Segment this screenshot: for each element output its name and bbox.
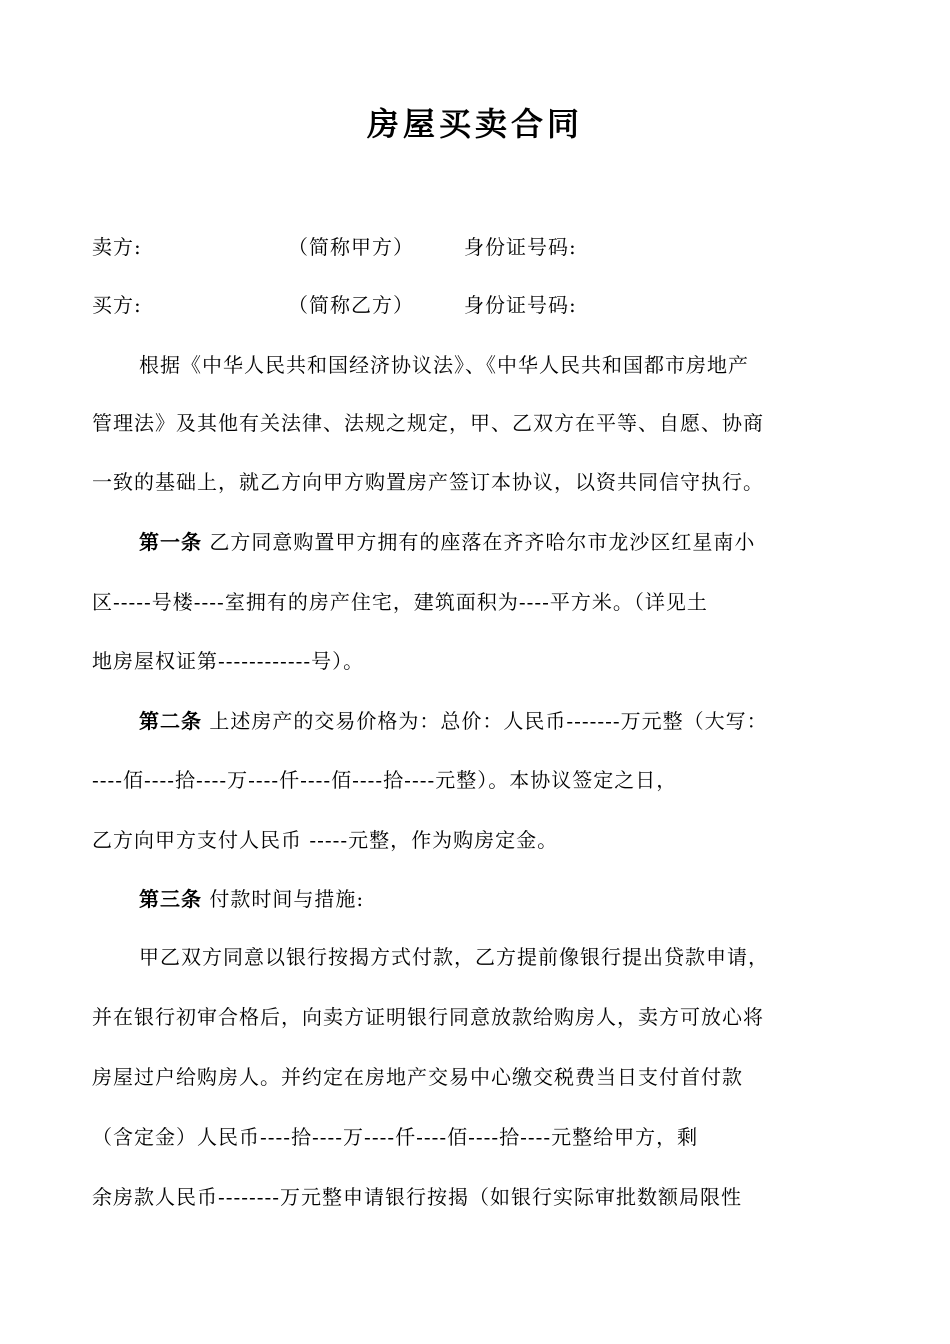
- preamble-line: 管理法》及其他有关法律、法规之规定，甲、乙双方在平等、自愿、协商: [92, 411, 764, 435]
- article-1-text: 乙方同意购置甲方拥有的座落在齐齐哈尔市龙沙区红星南小: [209, 530, 756, 554]
- article-3-line: 并在银行初审合格后，向卖方证明银行同意放款给购房人，卖方可放心将: [92, 1005, 764, 1029]
- article-1-line: 地房屋权证第------------号）。: [92, 649, 365, 673]
- article-3-heading: 第三条: [139, 887, 202, 911]
- article-3-line: 甲乙双方同意以银行按揭方式付款，乙方提前像银行提出贷款申请，: [139, 945, 769, 969]
- buyer-id-label: 身份证号码:: [464, 293, 577, 317]
- document-title: 房屋买卖合同: [366, 105, 583, 143]
- article-3-first-line: [139, 884, 909, 914]
- seller-label: 卖方:: [92, 235, 142, 259]
- article-2-heading: 第二条: [139, 709, 202, 733]
- article-3-line: （含定金）人民币----拾----万----仟----佰----拾----元整给甲方，剩: [92, 1125, 699, 1149]
- article-2-first-line: [139, 706, 909, 736]
- article-3-line: 余房款人民币--------万元整申请银行按揭（如银行实际审批数额局限性: [92, 1185, 743, 1209]
- preamble-line: 根据《中华人民共和国经济协议法》、《中华人民共和国都市房地产: [139, 353, 749, 377]
- article-1-heading: 第一条: [139, 530, 202, 554]
- article-1-first-line: [139, 527, 909, 557]
- buyer-abbreviation: （简称乙方）: [288, 293, 414, 317]
- seller-abbreviation: （简称甲方）: [288, 235, 414, 259]
- seller-id-label: 身份证号码:: [464, 235, 577, 259]
- buyer-label: 买方:: [92, 293, 142, 317]
- preamble-line: 一致的基础上，就乙方向甲方购置房产签订本协议，以资共同信守执行。: [92, 470, 764, 494]
- article-3-text: 付款时间与措施:: [209, 887, 365, 911]
- article-2-line: 乙方向甲方支付人民币 -----元整，作为购房定金。: [92, 828, 559, 852]
- article-2-line: ----佰----拾----万----仟----佰----拾----元整）。本协议签定之日，: [92, 768, 678, 792]
- article-3-line: 房屋过户给购房人。并约定在房地产交易中心缴交税费当日支付首付款: [92, 1065, 743, 1089]
- article-2-text: 上述房产的交易价格为：总价：人民币-------万元整（大写：: [209, 709, 768, 733]
- article-1-line: 区-----号楼----室拥有的房产住宅，建筑面积为----平方米。（详见土: [92, 590, 708, 614]
